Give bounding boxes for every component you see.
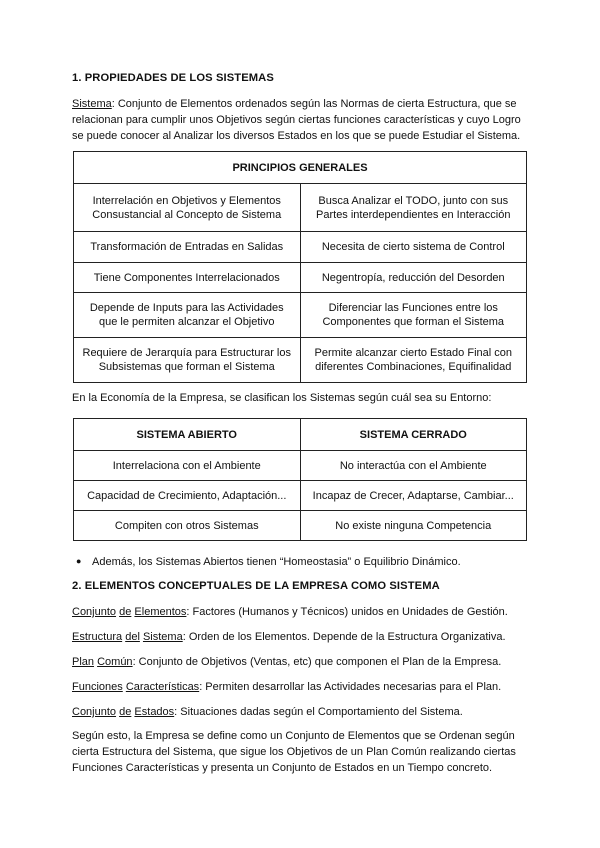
system-definition — [72, 96, 530, 144]
concept-item — [72, 679, 530, 695]
term-word: de — [119, 706, 132, 718]
term-word: Elementos — [134, 606, 187, 618]
section1-title: 1. PROPIEDADES DE LOS SISTEMAS — [72, 72, 274, 84]
bullet-dot-icon: ● — [76, 556, 82, 566]
table-cell: Capacidad de Crecimiento, Adaptación... — [74, 481, 301, 511]
table-cell: Interrelaciona con el Ambiente — [74, 451, 301, 481]
term-word: Estructura — [72, 631, 123, 643]
bullet-item — [76, 556, 461, 568]
open-system-header: SISTEMA ABIERTO — [74, 419, 301, 451]
term-word: Funciones — [72, 681, 123, 693]
table-cell: Interrelación en Objetivos y Elementos Consustancial al Concepto de Sistema — [74, 184, 301, 232]
table-cell: Tiene Componentes Interrelacionados — [74, 263, 301, 293]
term-word: Conjunto — [72, 706, 117, 718]
concept-text: : Situaciones dadas según el Comportamiento del Sistema. — [174, 706, 463, 718]
term-word: Características — [125, 681, 200, 693]
table-row — [74, 293, 527, 338]
table-row — [74, 451, 527, 481]
table-cell: Diferenciar las Funciones entre los Componentes que forman el Sistema — [300, 293, 527, 338]
concept-item — [72, 629, 530, 645]
table-cell: Compiten con otros Sistemas — [74, 511, 301, 541]
term-word: de — [119, 606, 132, 618]
table-cell: Incapaz de Crecer, Adaptarse, Cambiar... — [300, 481, 527, 511]
table-cell: Permite alcanzar cierto Estado Final con diferentes Combinaciones, Equifinalidad — [300, 338, 527, 383]
term-word: del — [125, 631, 140, 643]
table-cell: Necesita de cierto sistema de Control — [300, 232, 527, 263]
closed-system-header: SISTEMA CERRADO — [300, 419, 527, 451]
term-word: Común — [97, 656, 133, 668]
table-cell: Transformación de Entradas en Salidas — [74, 232, 301, 263]
concept-item — [72, 654, 530, 670]
table-row — [74, 263, 527, 293]
definition-text: : Conjunto de Elementos ordenados según las Normas de cierta Estructura, que se relacionan para cumplir unos Objetivos según ciertas funciones características y cuyo Logro se puede conocer al Analizar los diversos Estados en los que se puede Estudiar el Sistema. — [72, 98, 521, 142]
table-row — [74, 338, 527, 383]
term-word: Sistema — [142, 631, 183, 643]
table-cell: Requiere de Jerarquía para Estructurar los Subsistemas que forman el Sistema — [74, 338, 301, 383]
table-cell: Negentropía, reducción del Desorden — [300, 263, 527, 293]
table-row — [74, 232, 527, 263]
principles-table — [73, 151, 527, 383]
concept-item — [72, 704, 530, 720]
table-cell: Busca Analizar el TODO, junto con sus Partes interdependientes en Interacción — [300, 184, 527, 232]
definition-term: Sistema — [72, 98, 112, 110]
term-word: Estados — [134, 706, 175, 718]
principles-header: PRINCIPIOS GENERALES — [74, 152, 527, 184]
table-row — [74, 184, 527, 232]
concept-text: : Permiten desarrollar las Actividades necesarias para el Plan. — [199, 681, 502, 693]
section2-title: 2. ELEMENTOS CONCEPTUALES DE LA EMPRESA COMO SISTEMA — [72, 580, 440, 592]
term-word: Plan — [72, 656, 95, 668]
systems-table — [73, 418, 527, 541]
table-cell: No interactúa con el Ambiente — [300, 451, 527, 481]
concept-text: : Conjunto de Objetivos (Ventas, etc) que componen el Plan de la Empresa. — [132, 656, 502, 668]
term-word: Conjunto — [72, 606, 117, 618]
bullet-text: Además, los Sistemas Abiertos tienen “Homeostasia” o Equilibrio Dinámico. — [92, 556, 461, 568]
table-row — [74, 481, 527, 511]
table-row — [74, 511, 527, 541]
concept-item — [72, 604, 530, 620]
table-cell: No existe ninguna Competencia — [300, 511, 527, 541]
economia-text: En la Economía de la Empresa, se clasifican los Sistemas según cuál sea su Entorno: — [72, 392, 492, 404]
concept-text: : Factores (Humanos y Técnicos) unidos en Unidades de Gestión. — [186, 606, 508, 618]
summary-paragraph: Según esto, la Empresa se define como un Conjunto de Elementos que se Ordenan según cierta Estructura del Sistema, que sigue los Objetivos de un Plan Común realizando ciertas Funciones Características y presenta un Conjunto de Estados en un Tiempo concreto. — [72, 730, 516, 774]
concept-text: : Orden de los Elementos. Depende de la Estructura Organizativa. — [182, 631, 506, 643]
table-cell: Depende de Inputs para las Actividades que le permiten alcanzar el Objetivo — [74, 293, 301, 338]
